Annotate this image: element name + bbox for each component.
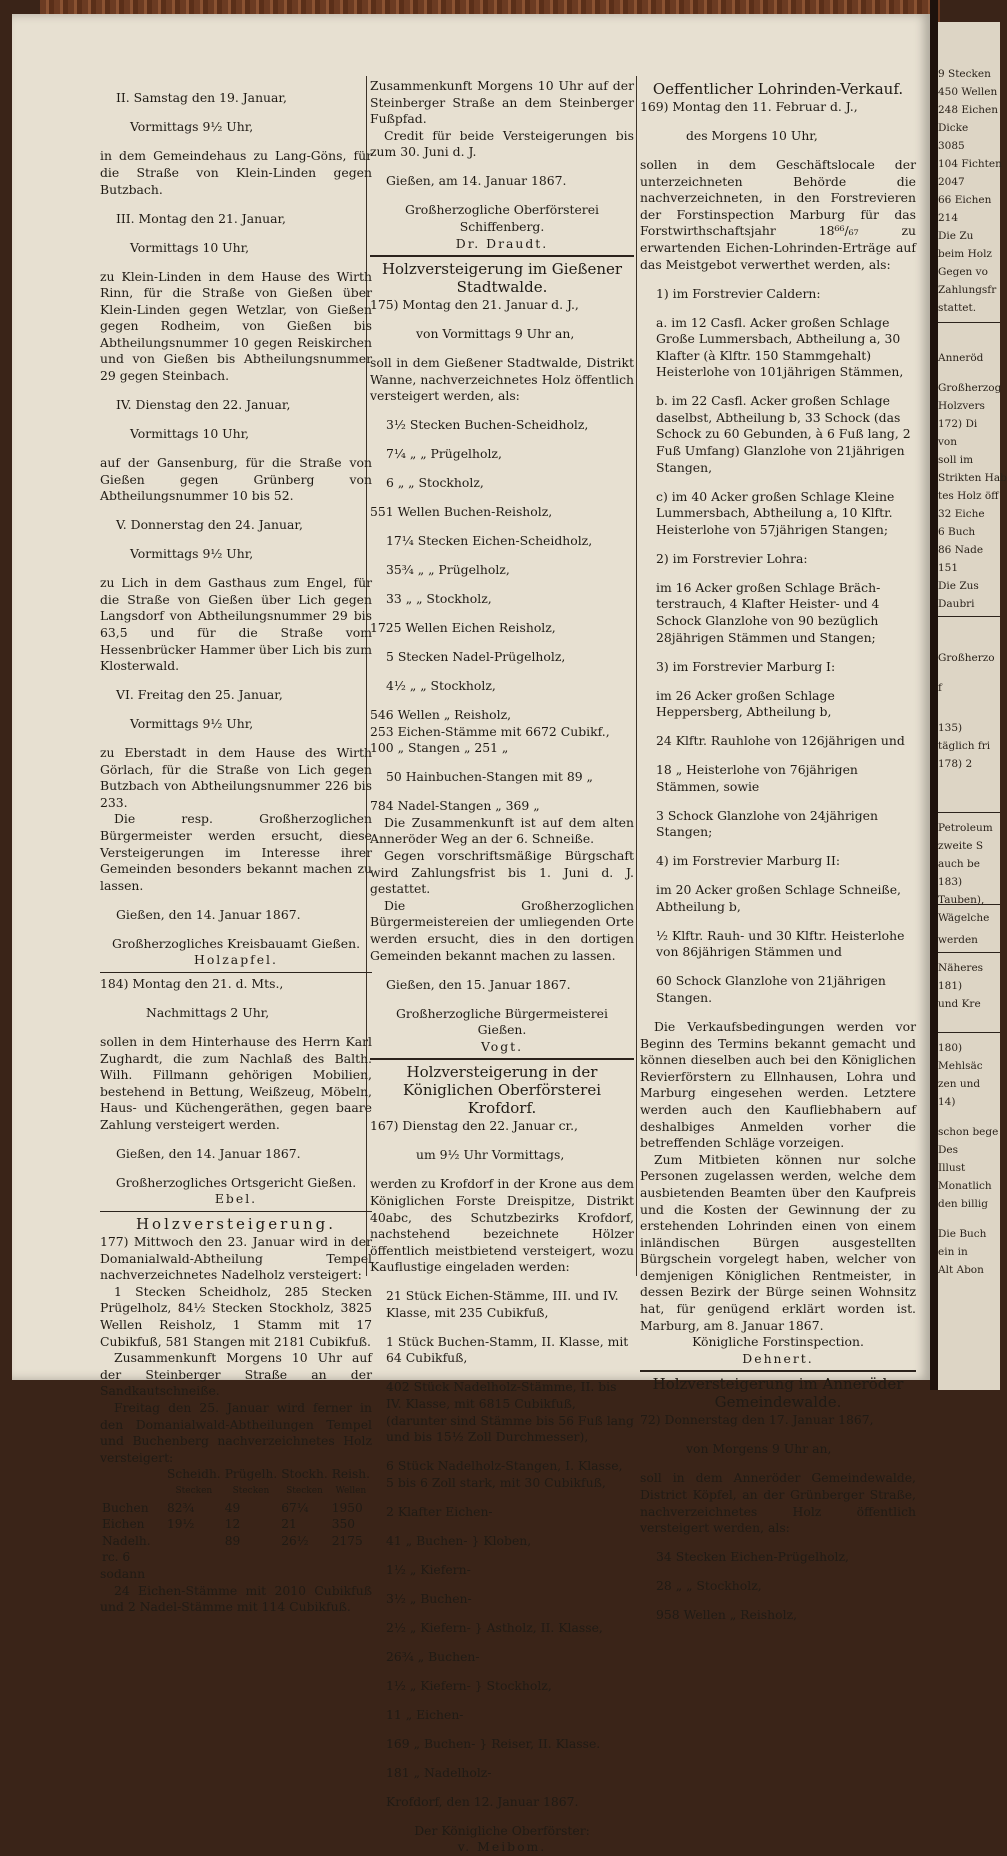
table-row: Buchen 82¾ 49 67¼ 1950: [102, 1500, 363, 1515]
list-item: 18 „ Heisterlohe von 76jährigen Stämmen, sowie: [656, 762, 858, 794]
heading: Oeffentlicher Lohrinden-Verkauf.: [652, 80, 904, 98]
column-middle: [370, 78, 634, 1856]
notice-date: Gießen, den 14. Januar 1867.: [116, 1145, 301, 1161]
list-item: 1) im Forstrevier Caldern:: [656, 285, 821, 301]
notice-line: Vormittags 10 Uhr,: [130, 426, 250, 442]
notice-text: sollen in dem Geschäftslocale der unterzeichneten Behörde die nachverzeichneten, in den Forstrevieren der Forstinspection Marburg für das Forstwirthschaftsjahr 18⁶⁶/₆₇ zu erwartenden Eichen-Lohrinden-Erträge auf das Meistgebot verwerthet werden, als:: [640, 156, 916, 272]
notice-text: sollen in dem Hinterhause des Herrn Karl Zughardt, die zum Nachlaß des Balth. Wilh. Fillmann gehörigen Mobilien, bestehend in Bettung, Weißzeug, Möbeln, Haus- und Küchengeräthen, gegen baare Zahlung versteigert werden.: [100, 1033, 372, 1132]
notice-line: von Vormittags 9 Uhr an,: [416, 326, 575, 342]
notice-signature: Holzapfel.: [194, 952, 278, 968]
notice-line: 169) Montag den 11. Februar d. J.,: [640, 99, 858, 114]
list-item: 11 „ Eichen-: [386, 1706, 464, 1722]
list-item: 41 „ Buchen- } Kloben,: [386, 1532, 532, 1548]
notice-text: Die Zusammenkunft ist auf dem alten Anneröder Weg an der 6. Schneiße.: [370, 814, 634, 847]
notice-line: V. Donnerstag den 24. Januar,: [116, 517, 303, 533]
list-item: 28 „ „ Stockholz,: [656, 1578, 762, 1594]
notice-text: auf der Gansenburg, für die Straße von Gießen gegen Grünberg von Abtheilungsnummer 10 bis 52.: [100, 455, 372, 504]
list-item: 21 Stück Eichen-Stämme, III. und IV. Klasse, mit 235 Cubikfuß,: [386, 1288, 619, 1320]
notice-line: von Morgens 9 Uhr an,: [686, 1441, 832, 1457]
list-item: 34 Stecken Eichen-Prügelholz,: [656, 1549, 849, 1565]
notice-text: 177) Mittwoch den 23. Januar wird in der Domanialwald-Abtheilung Tempel nachverzeichnetes Nadelholz versteigert:: [100, 1234, 372, 1283]
notice-date: Gießen, am 14. Januar 1867.: [386, 173, 567, 189]
notice-date: Krofdorf, den 12. Januar 1867.: [386, 1793, 579, 1809]
notice-text: 1 Stecken Scheidholz, 285 Stecken Prügelholz, 84½ Stecken Stockholz, 3825 Wellen Reisholz, 1 Stamm mit 17 Cubikfuß, 581 Stangen mit 2181 Cubikfuß.: [100, 1283, 372, 1349]
list-item: 6 Stück Nadelholz-Stangen, I. Klasse, 5 bis 6 Zoll stark, mit 30 Cubikfuß,: [386, 1458, 623, 1490]
divider: [370, 1058, 634, 1060]
table-header: Prügelh.: [224, 1467, 278, 1482]
table-row: Nadelh. rc. 6 89 26½ 2175: [102, 1533, 363, 1565]
adjacent-page-edge: 9 Stecken 450 Wellen 248 Eichen Dicke 3085 104 Fichten 2047 66 Eichen 214 Die Zu beim Holz Gegen vo Zahlungsfr stattet. Anneröd Großherzog Holzvers 172) Di von soll im Strikten Hab tes Holz öff 32 Eiche 6 Buch 86 Nade 151 Die Zus Daubri Großherzo f 135) täglich fri 178) 2 Petroleum zweite S auch be 183) Tauben), Wägelche werden Näheres 181) und Kre 180) Mehlsäc zen und 14) schon bege Des Illust Monatlich den billig Die Buch ein in Alt Abon: [938, 22, 1000, 1390]
list-item: 2 Klafter Eichen-: [386, 1503, 493, 1519]
notice-text: 24 Eichen-Stämme mit 2010 Cubikfuß und 2 Nadel-Stämme mit 114 Cubikfuß.: [100, 1582, 372, 1615]
notice-line: Vormittags 9½ Uhr,: [130, 546, 254, 562]
list-item: a. im 12 Casfl. Acker großen Schlage Große Lummersbach, Abtheilung a, 30 Klafter (à Klftr. 150 Stammgehalt) Heisterlohe von 101jährigen Stämmen,: [656, 314, 904, 380]
table-unit: Stecken: [175, 1485, 213, 1496]
table-unit: Stecken: [232, 1485, 270, 1496]
notice-authority: Großherzogliches Ortsgericht Gießen.: [115, 1174, 357, 1190]
notice-date: Gießen, den 14. Januar 1867.: [116, 906, 301, 922]
notice-text: Zum Mitbieten können nur solche Personen zugelassen werden, welche dem ausbietenden Beamten über den Kaufpreis und die Kosten der Gewinnung der zu erstehenden Lohrinden einen von einem inländischen Bürgen ausgestellten Bürgschein vorgelegt haben, welcher von demjenigen Königlichen Rentmeister, in dessen Bezirk der Bürge seinen Wohnsitz hat, für genügend erklärt worden ist. Marburg, am 8. Januar 1867.: [640, 1151, 916, 1333]
list-item: im 26 Acker großen Schlage Heppersberg, Abtheilung b,: [656, 687, 835, 720]
list-item: 7¼ „ „ Prügelholz,: [386, 446, 502, 462]
heading: Holzversteigerung im Gießener Stadtwalde.: [381, 260, 623, 297]
notice-line: des Morgens 10 Uhr,: [686, 127, 818, 143]
notice-text: Die Großherzoglichen Bürgermeistereien der umliegenden Orte werden ersucht, dies in den dortigen Gemeinden bekannt machen zu lassen.: [370, 897, 634, 963]
notice-line: VI. Freitag den 25. Januar,: [116, 687, 283, 703]
list-item: 2½ „ Kiefern- } Astholz, II. Klasse,: [386, 1619, 603, 1635]
notice-date: Gießen, den 15. Januar 1867.: [386, 976, 571, 992]
table-header: Reish.: [331, 1467, 370, 1482]
list-item: im 16 Acker großen Schlage Brächterstrauch, 4 Klafter Heister- und 4 Schock Glanzlohe von 90 bezüglich 28jährigen Stämmen und Stangen;: [656, 579, 881, 645]
list-item: 181 „ Nadelholz-: [386, 1764, 492, 1780]
column-right: [640, 78, 916, 1636]
notice-text: Credit für beide Versteigerungen bis zum 30. Juni d. J.: [370, 127, 634, 160]
notice-line: IV. Dienstag den 22. Januar,: [116, 397, 291, 413]
list-item: 1½ „ Kiefern- } Stockholz,: [386, 1677, 552, 1693]
notice-line: III. Montag den 21. Januar,: [116, 210, 286, 226]
notice-authority: Großherzogliches Kreisbauamt Gießen.: [111, 935, 361, 951]
table-unit: Wellen: [335, 1485, 367, 1496]
notice-text: Zusammenkunft Morgens 10 Uhr auf der Steinberger Straße an dem Steinberger Fußpfad.: [370, 78, 634, 127]
list-item: 5 Stecken Nadel-Prügelholz,: [386, 649, 566, 665]
list-item: 784 Nadel-Stangen „ 369 „: [370, 798, 540, 814]
list-item: 4½ „ „ Stockholz,: [386, 678, 496, 694]
heading: Holzversteigerung in der Königlichen Oberförsterei Krofdorf.: [402, 1063, 601, 1118]
notice-text: soll in dem Anneröder Gemeindewalde, District Köpfel, an der Grünberger Straße, nachverzeichnetes Holz öffentlich versteigert werden, als:: [640, 1470, 916, 1536]
notice-text: Gegen vorschriftsmäßige Bürgschaft wird Zahlungsfrist bis 1. Juni d. J. gestattet.: [370, 848, 634, 897]
notice-authority: Königliche Forstinspection.: [692, 1334, 864, 1350]
notice-line: Vormittags 9½ Uhr,: [130, 119, 254, 135]
list-item: 24 Klftr. Rauhlohe von 126jährigen und: [656, 733, 905, 749]
divider: [640, 1370, 916, 1372]
divider: [370, 255, 634, 257]
notice-text: zu Klein-Linden in dem Hause des Wirth Rinn, für die Straße von Gießen über Klein-Linden gegen Wetzlar, von Gießen gegen Rodheim, von Gießen bis Abtheilungsnummer 10 gegen Reiskirchen und von Gießen bis Abtheilungsnummer 29 gegen Steinbach.: [100, 268, 372, 384]
table-header: Scheidh.: [167, 1467, 221, 1482]
list-item: c) im 40 Acker großen Schlage Kleine Lummersbach, Abtheilung a, 10 Klftr. Heisterlohe von 57jährigen Stangen;: [656, 488, 895, 537]
notice-text: Freitag den 25. Januar wird ferner in den Domanialwald-Abtheilungen Tempel und Buchenberg nachverzeichnetes Holz versteigert:: [100, 1400, 372, 1465]
list-item: 3 Schock Glanzlohe von 24jährigen Stangen;: [656, 807, 878, 840]
list-item: 169 „ Buchen- } Reiser, II. Klasse.: [386, 1735, 601, 1751]
notice-signature: Vogt.: [480, 1038, 524, 1054]
notice-line: Vormittags 9½ Uhr,: [130, 716, 254, 732]
notice-signature: Dehnert.: [742, 1350, 814, 1366]
notice-text: in dem Gemeindehaus zu Lang-Göns, für die Straße von Klein-Linden gegen Butzbach.: [100, 148, 372, 197]
column-left: [100, 78, 372, 1616]
notice-authority: Großherzogliche Bürgermeisterei Gießen.: [396, 1005, 608, 1038]
list-item: ½ Klftr. Rauh- und 30 Klftr. Heisterlohe von 86jährigen Stämmen und: [656, 927, 905, 960]
list-item: 26¾ „ Buchen-: [386, 1648, 480, 1664]
heading: Holzversteigerung im Anneröder Gemeindewalde.: [652, 1375, 904, 1412]
list-item: 33 „ „ Stockholz,: [386, 591, 492, 607]
notice-text: Zusammenkunft Morgens 10 Uhr auf der Steinberger Straße an der Sandkautschneiße.: [100, 1350, 372, 1399]
table-row: Eichen 19½ 12 21 350: [102, 1517, 355, 1532]
notice-line: um 9½ Uhr Vormittags,: [416, 1147, 565, 1163]
notice-text: zu Lich in dem Gasthaus zum Engel, für die Straße von Gießen über Lich gegen Langsdorf von Abtheilungsnummer 29 bis 63,5 und für die Straße vom Hessenbrücker Hammer über Lich bis zum Klosterwald.: [100, 575, 372, 674]
list-item: 60 Schock Glanzlohe von 21jährigen Stangen.: [656, 973, 886, 1005]
book-spine: [930, 0, 938, 1390]
notice-signature: v. Meibom.: [457, 1839, 547, 1855]
list-item: 3½ Stecken Buchen-Scheidholz,: [386, 417, 589, 433]
notice-text: sodann: [100, 1565, 146, 1581]
list-item: 4) im Forstrevier Marburg II:: [656, 853, 841, 869]
list-item: 1725 Wellen Eichen Reisholz,: [370, 620, 556, 636]
notice-line: 184) Montag den 21. d. Mts.,: [100, 975, 284, 991]
notice-line: Nachmittags 2 Uhr,: [146, 1004, 270, 1020]
list-item: 546 Wellen „ Reisholz,: [370, 707, 512, 723]
notice-authority: Der Königliche Oberförster:: [414, 1822, 590, 1838]
list-item: 1 Stück Buchen-Stamm, II. Klasse, mit 64 Cubikfuß,: [386, 1333, 629, 1366]
table-header: Stockh.: [281, 1467, 328, 1482]
column-rule-right: [636, 76, 637, 1276]
notice-text: soll in dem Gießener Stadtwalde, Distrikt Wanne, nachverzeichnetes Holz öffentlich versteigert werden, als:: [370, 355, 634, 404]
list-item: 35¾ „ „ Prügelholz,: [386, 562, 510, 578]
notice-line: Vormittags 10 Uhr,: [130, 239, 250, 255]
list-item: 50 Hainbuchen-Stangen mit 89 „: [386, 769, 593, 785]
notice-line: 72) Donnerstag den 17. Januar 1867,: [640, 1412, 874, 1428]
list-item: b. im 22 Casfl. Acker großen Schlage daselbst, Abtheilung b, 33 Schock (das Schock zu 60 Gebunden, à 6 Fuß lang, 2 Fuß Umfang) Glanzlohe von 21jährigen Stangen,: [656, 393, 911, 475]
notice-signature: Dr. Draudt.: [455, 235, 549, 251]
notice-text: Die Verkaufsbedingungen werden vor Beginn des Termins bekannt gemacht und können dieselben auch bei den Königlichen Revierförstern zu Ellnhausen, Lohra und Marburg eingesehen werden. Letztere werden auch den Kaufliebhabern auf deshalbiges Anmelden vorher die betreffenden Schläge vorzeigen.: [640, 1018, 916, 1151]
list-item: 17¼ Stecken Eichen-Scheidholz,: [386, 533, 593, 549]
heading: Holzversteigerung.: [135, 1215, 337, 1234]
wood-table: [100, 1466, 372, 1566]
divider: [100, 1211, 372, 1212]
notice-text: Die resp. Großherzoglichen Bürgermeister werden ersucht, diese Versteigerungen im Interesse ihrer Gemeinden besonders bekannt machen zu lassen.: [100, 811, 372, 893]
list-item: 2) im Forstrevier Lohra:: [656, 550, 808, 566]
list-item: 551 Wellen Buchen-Reisholz,: [370, 504, 553, 520]
list-item: 402 Stück Nadelholz-Stämme, II. bis IV. Klasse, mit 6815 Cubikfuß, (darunter sind Stämme bis 56 Fuß lang und bis 15½ Zoll Durchmesser),: [386, 1379, 634, 1445]
table-unit: Stecken: [286, 1485, 323, 1496]
notice-line: II. Samstag den 19. Januar,: [116, 90, 287, 106]
divider: [100, 972, 372, 973]
list-item: 6 „ „ Stockholz,: [386, 475, 484, 491]
list-item: 3½ „ Buchen-: [386, 1590, 472, 1606]
notice-line: 175) Montag den 21. Januar d. J.,: [370, 297, 579, 313]
notice-text: werden zu Krofdorf in der Krone aus dem Königlichen Forste Dreispitze, Distrikt 40abc, des Schutzbezirks Krofdorf, nachstehend bezeichnete Hölzer öffentlich meistbietend versteigert, wozu Kauflustige eingeladen werden:: [370, 1176, 634, 1275]
notice-signature: Ebel.: [214, 1191, 258, 1207]
notice-text: zu Eberstadt in dem Hause des Wirth Görlach, für die Straße von Lich gegen Butzbach von Abtheilungsnummer 226 bis 233.: [100, 745, 372, 810]
list-item: 253 Eichen-Stämme mit 6672 Cubikf.,: [370, 723, 610, 739]
list-item: im 20 Acker großen Schlage Schneiße, Abtheilung b,: [656, 882, 901, 914]
list-item: 1½ „ Kiefern-: [386, 1561, 471, 1577]
list-item: 100 „ Stangen „ 251 „: [370, 740, 509, 756]
notice-authority: Großherzogliche Oberförsterei Schiffenberg.: [404, 202, 600, 234]
list-item: 958 Wellen „ Reisholz,: [656, 1607, 798, 1623]
list-item: 3) im Forstrevier Marburg I:: [656, 658, 836, 674]
notice-line: 167) Dienstag den 22. Januar cr.,: [370, 1118, 578, 1134]
